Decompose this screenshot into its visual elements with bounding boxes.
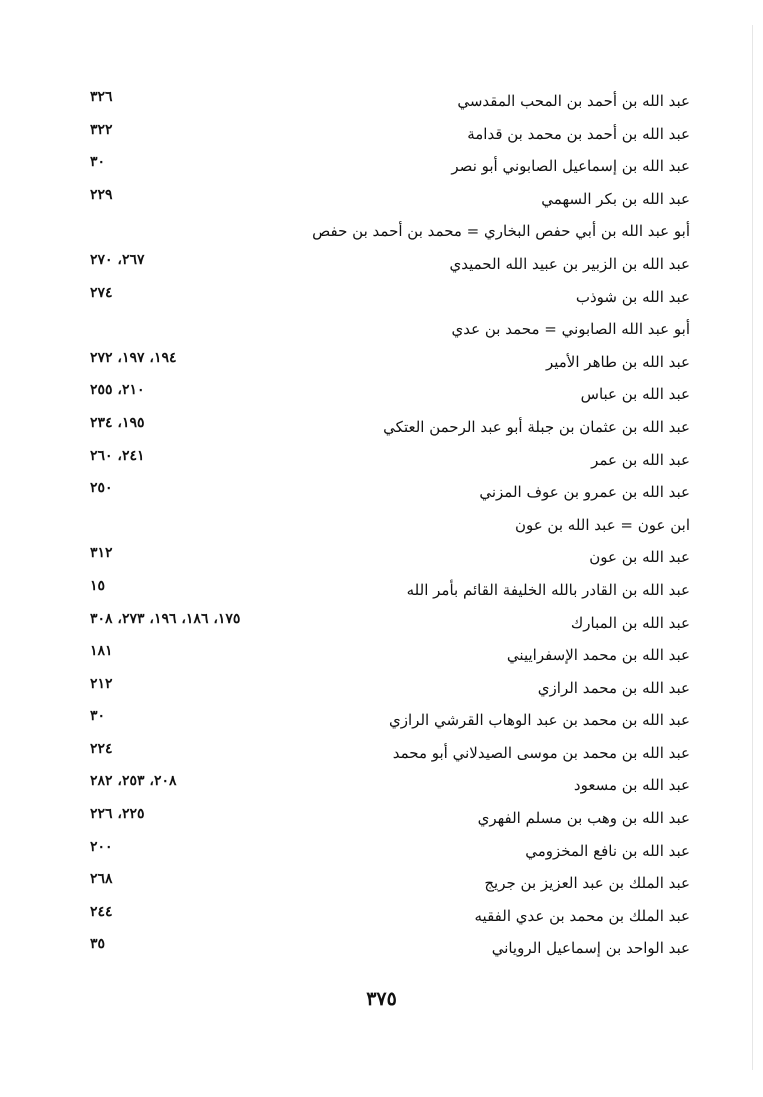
entry-name: عبد الله بن القادر بالله الخليفة القائم بأمر الله (406, 580, 690, 599)
index-entry (90, 477, 690, 510)
entry-name: عبد الله بن الزبير بن عبيد الله الحميدي (449, 254, 690, 273)
index-entry (90, 282, 690, 315)
index-entry (90, 379, 690, 412)
entry-name: عبد الله بن شوذب (575, 287, 690, 306)
index-entry-list (90, 86, 690, 966)
entry-name: عبد الله بن نافع المخزومي (525, 841, 690, 860)
entry-page-refs: ١٥ (90, 577, 106, 594)
index-entry (90, 412, 690, 445)
index-entry (90, 738, 690, 771)
entry-name: أبو عبد الله بن أبي حفص البخاري = محمد بن أحمد بن حفص (312, 222, 690, 241)
index-entry (90, 542, 690, 575)
index-entry (90, 184, 690, 217)
index-entry (90, 510, 690, 543)
entry-name: عبد الله بن أحمد بن محمد بن قدامة (467, 124, 690, 143)
entry-page-refs: ١٧٥، ١٨٦، ١٩٦، ٢٧٣، ٣٠٨ (90, 610, 241, 627)
entry-page-refs: ٢٢٩ (90, 186, 113, 203)
index-entry (90, 770, 690, 803)
entry-page-refs: ١٩٥، ٢٣٤ (90, 414, 145, 431)
entry-page-refs: ٣٥ (90, 936, 106, 953)
entry-page-refs: ٣٠ (90, 154, 106, 171)
index-entry (90, 216, 690, 249)
entry-page-refs: ٣٢٦ (90, 89, 113, 105)
entry-name: ابن عون = عبد الله بن عون (514, 515, 690, 534)
entry-page-refs: ٢١٢ (90, 675, 113, 692)
entry-page-refs: ٢٢٤ (90, 740, 113, 757)
entry-name: عبد الله بن المبارك (570, 613, 690, 632)
page-edge-line (752, 25, 753, 1070)
entry-page-refs: ٢٠٨، ٢٥٣، ٢٨٢ (90, 773, 177, 790)
index-entry (90, 933, 690, 966)
entry-page-refs: ٢١٠، ٢٥٥ (90, 382, 145, 399)
entry-name: عبد الله بن محمد بن موسى الصيدلاني أبو محمد (392, 743, 690, 762)
entry-name: عبد الواحد بن إسماعيل الروياني (491, 939, 690, 958)
entry-name: عبد الله بن عمر (591, 450, 690, 469)
entry-page-refs: ٣١٢ (90, 545, 113, 562)
entry-name: عبد الله بن عباس (580, 385, 690, 404)
index-entry (90, 445, 690, 478)
index-entry (90, 119, 690, 152)
entry-page-refs: ٢٤١، ٢٦٠ (90, 447, 145, 464)
entry-name: عبد الله بن طاهر الأمير (545, 352, 690, 371)
entry-page-refs: ٢٢٥، ٢٢٦ (90, 806, 145, 823)
entry-name: عبد الله بن مسعود (573, 776, 690, 795)
entry-page-refs: ١٩٤، ١٩٧، ٢٧٢ (90, 349, 177, 366)
index-entry (90, 640, 690, 673)
entry-name: عبد الله بن إسماعيل الصابوني أبو نصر (451, 157, 690, 176)
index-entry (90, 347, 690, 380)
index-entry (90, 86, 690, 119)
entry-page-refs: ٢٦٨ (90, 871, 113, 888)
index-entry (90, 901, 690, 934)
index-entry (90, 673, 690, 706)
index-entry (90, 151, 690, 184)
entry-name: عبد الله بن محمد الرازي (537, 678, 690, 697)
index-entry (90, 803, 690, 836)
index-entry (90, 705, 690, 738)
entry-page-refs: ٢٥٠ (90, 480, 113, 497)
entry-name: عبد الله بن بكر السهمي (541, 189, 690, 208)
index-entry (90, 249, 690, 282)
entry-name: عبد الله بن محمد الإسفراييني (506, 646, 690, 665)
entry-name: عبد الله بن عمرو بن عوف المزني (479, 483, 690, 502)
entry-name: عبد الملك بن عبد العزيز بن جريج (484, 874, 690, 893)
entry-name: عبد الملك بن محمد بن عدي الفقيه (474, 906, 690, 925)
entry-name: عبد الله بن وهب بن مسلم الفهري (477, 809, 690, 828)
index-entry (90, 836, 690, 869)
entry-name: عبد الله بن عثمان بن جبلة أبو عبد الرحمن العتكي (383, 417, 690, 436)
entry-name: عبد الله بن أحمد بن المحب المقدسي (457, 92, 690, 110)
index-entry (90, 314, 690, 347)
entry-name: عبد الله بن محمد بن عبد الوهاب القرشي الرازي (389, 711, 690, 730)
entry-page-refs: ٢٠٠ (90, 838, 113, 855)
entry-page-refs: ٢٤٤ (90, 903, 113, 920)
index-entry (90, 608, 690, 641)
entry-page-refs: ٣٠ (90, 708, 106, 725)
entry-page-refs: ١٨١ (90, 643, 113, 660)
entry-page-refs: ٢٦٧، ٢٧٠ (90, 251, 145, 268)
index-entry (90, 868, 690, 901)
entry-page-refs: ٣٢٢ (90, 121, 113, 138)
page-number: ٣٧٥ (366, 988, 397, 1010)
entry-name: عبد الله بن عون (589, 548, 690, 567)
entry-page-refs: ٢٧٤ (90, 284, 113, 301)
entry-name: أبو عبد الله الصابوني = محمد بن عدي (451, 320, 690, 339)
index-entry (90, 575, 690, 608)
